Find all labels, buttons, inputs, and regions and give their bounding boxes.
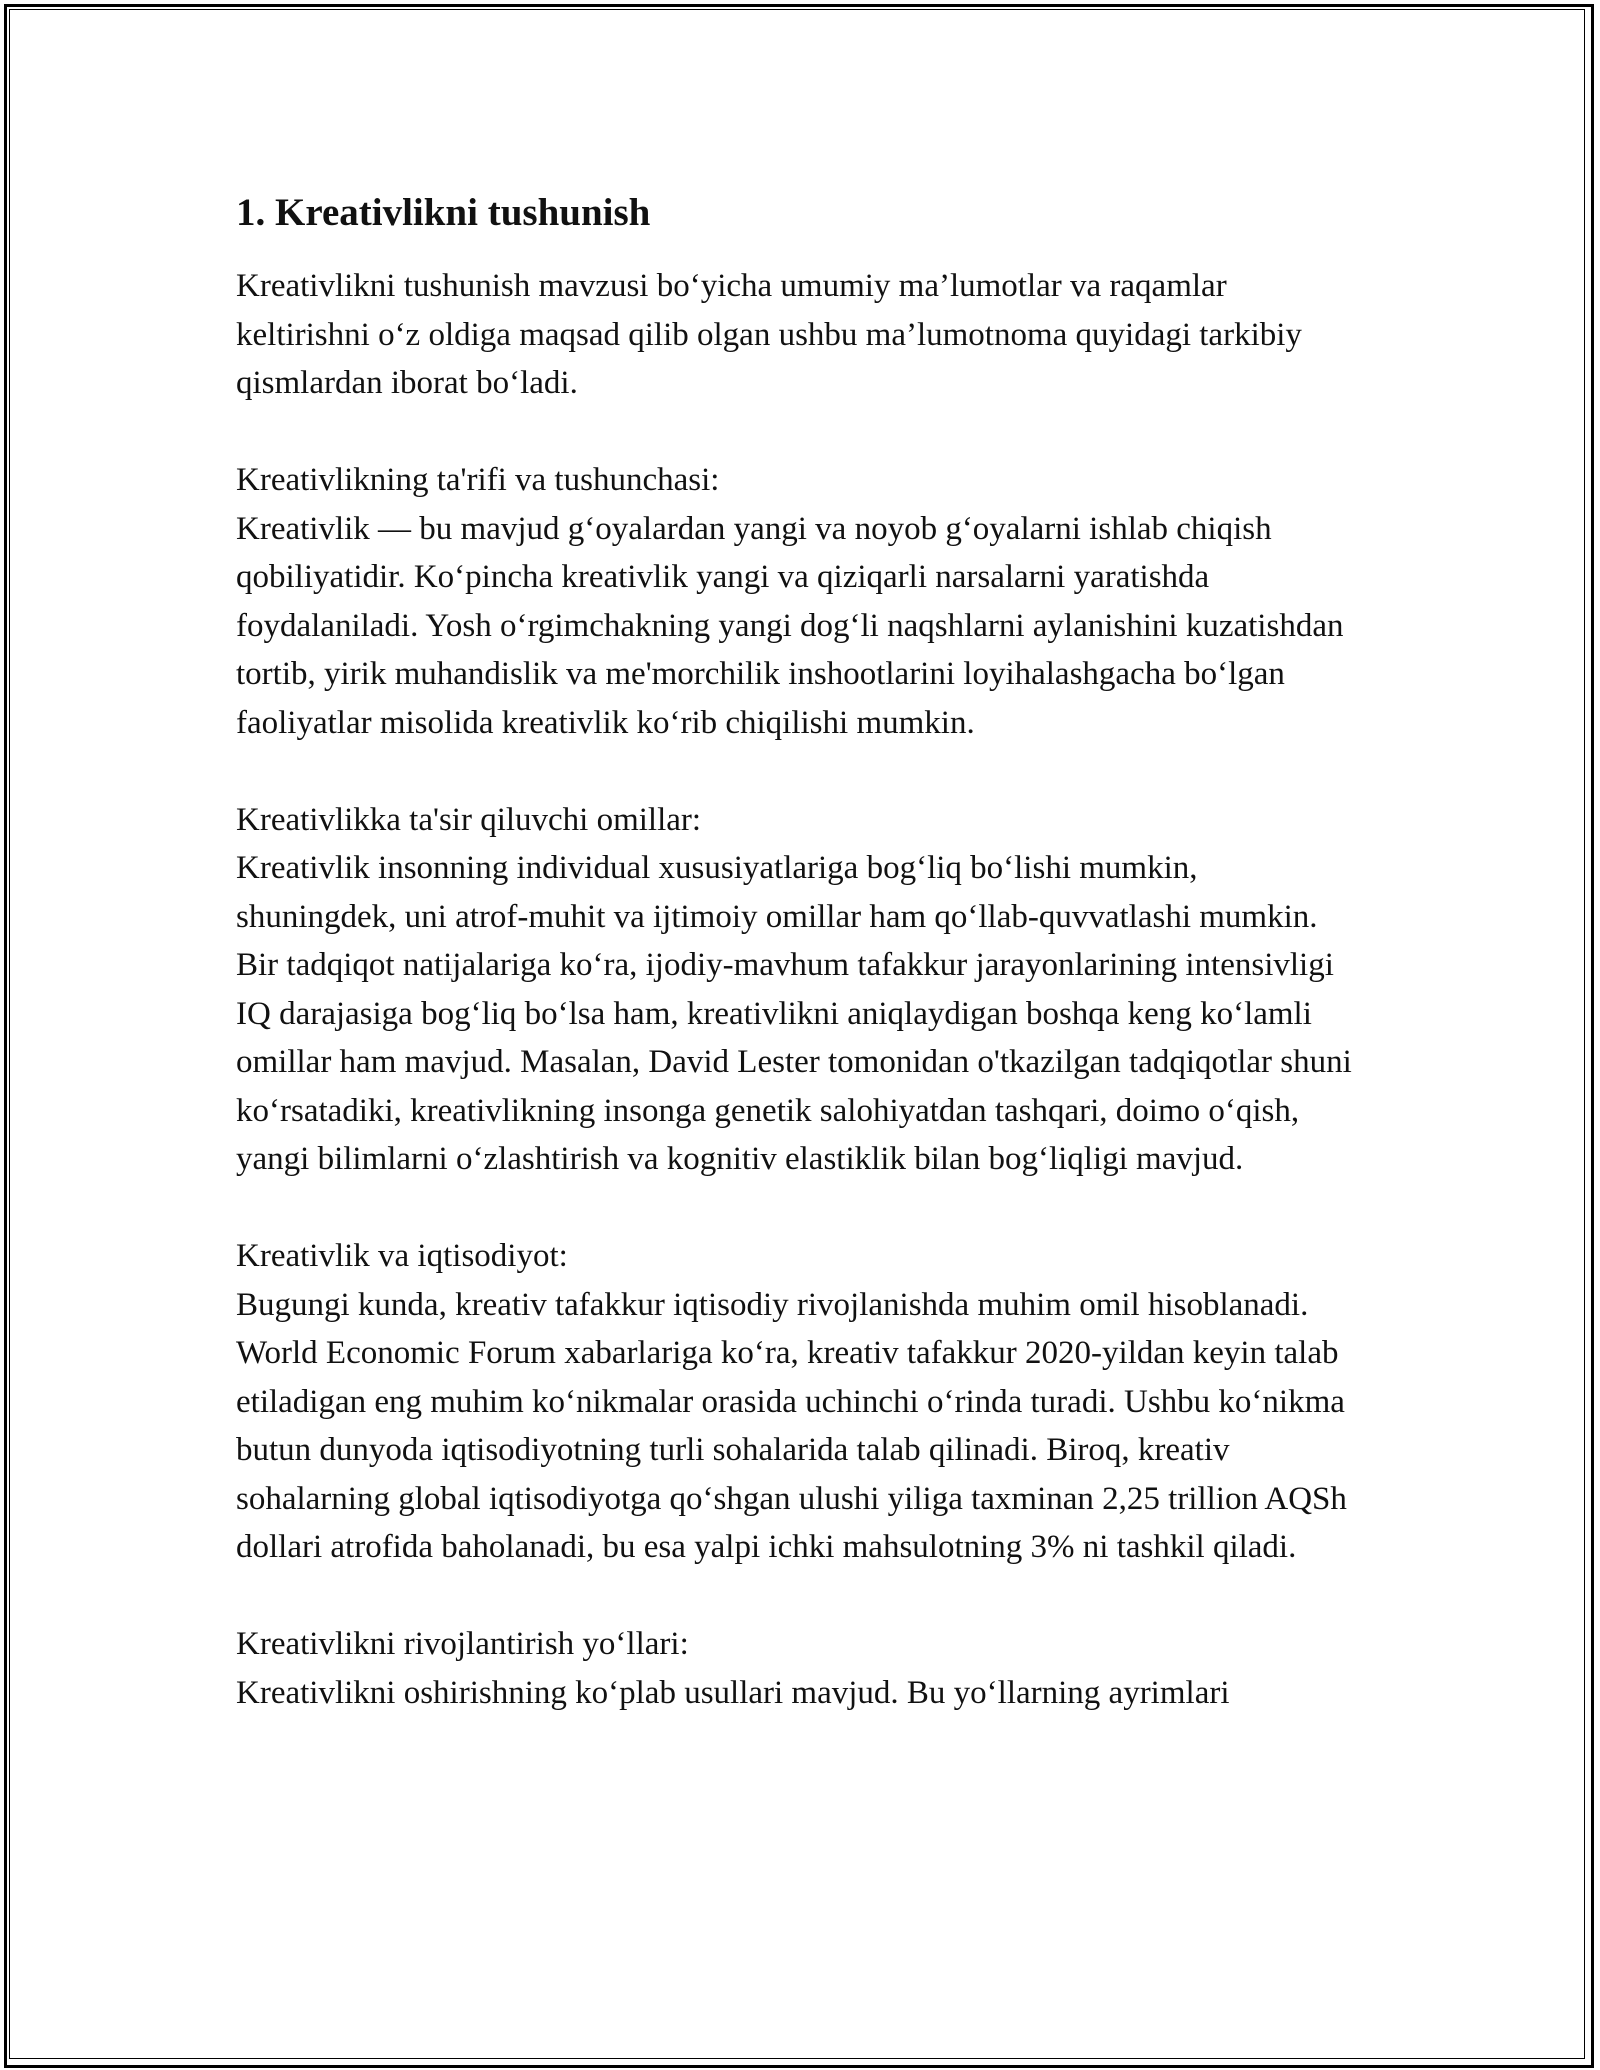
factors-body: Kreativlik insonning individual xususiyatlariga bog‘liq bo‘lishi mumkin, shuningdek, uni atrof-muhit va ijtimoiy omillar ham qo‘llab-quvvatlashi mumkin. Bir tadqiqot natijalariga ko‘ra, ijodiy-mavhum tafakkur jarayonlarining intensivligi IQ darajasiga bog‘liq bo‘lsa ham, kreativlikni aniqlaydigan boshqa keng ko‘lamli omillar ham mavjud. Masalan, David Lester tomonidan o'tkazilgan tadqiqotlar shuni ko‘rsatadiki, kreativlikning insonga genetik salohiyatdan tashqari, doimo o‘qish, yangi bilimlarni o‘zlashtirish va kognitiv elastiklik bilan bog‘liqligi mavjud. — [236, 850, 1352, 1177]
intro-paragraph: Kreativlikni tushunish mavzusi bo‘yicha umumiy ma’lumotlar va raqamlar keltirishni o‘z oldiga maqsad qilib olgan ushbu ma’lumotnoma quyidagi tarkibiy qismlardan iborat bo‘ladi. — [236, 268, 1302, 401]
document-body — [236, 188, 1356, 1766]
definition-section — [236, 456, 1356, 747]
factors-title: Kreativlikka ta'sir qiluvchi omillar: — [236, 801, 702, 838]
section-heading: 1. Kreativlikni tushunish — [236, 191, 651, 234]
development-body: Kreativlikni oshirishning ko‘plab usullari mavjud. Bu yo‘llarning ayrimlari — [236, 1674, 1230, 1711]
factors-section — [236, 796, 1356, 1184]
development-title: Kreativlikni rivojlantirish yo‘llari: — [236, 1626, 689, 1662]
definition-title: Kreativlikning ta'rifi va tushunchasi: — [236, 462, 720, 498]
economy-section — [236, 1232, 1356, 1572]
economy-title: Kreativlik va iqtisodiyot: — [236, 1238, 568, 1274]
economy-body: Bugungi kunda, kreativ tafakkur iqtisodiy rivojlanishda muhim omil hisoblanadi. World Economic Forum xabarlariga ko‘ra, kreativ tafakkur 2020-yildan keyin talab etiladigan eng muhim ko‘nikmalar orasida uchinchi o‘rinda turadi. Ushbu ko‘nikma butun dunyoda iqtisodiyotning turli sohalarida talab qilinadi. Biroq, kreativ sohalarning global iqtisodiyotga qo‘shgan ulushi yiliga taxminan 2,25 trillion AQSh dollari atrofida baholanadi, bu esa yalpi ichki mahsulotning 3% ni tashkil qiladi. — [236, 1286, 1347, 1565]
definition-body: Kreativlik — bu mavjud g‘oyalardan yangi va noyob g‘oyalarni ishlab chiqish qobiliyatidir. Ko‘pincha kreativlik yangi va qiziqarli narsalarni yaratishda foydalaniladi. Yosh o‘rgimchakning yangi dog‘li naqshlarni aylanishini kuzatishdan tortib, yirik muhandislik va me'morchilik inshootlarini loyihalashgacha bo‘lgan faoliyatlar misolida kreativlik ko‘rib chiqilishi mumkin. — [236, 510, 1344, 741]
development-section — [236, 1620, 1356, 1717]
